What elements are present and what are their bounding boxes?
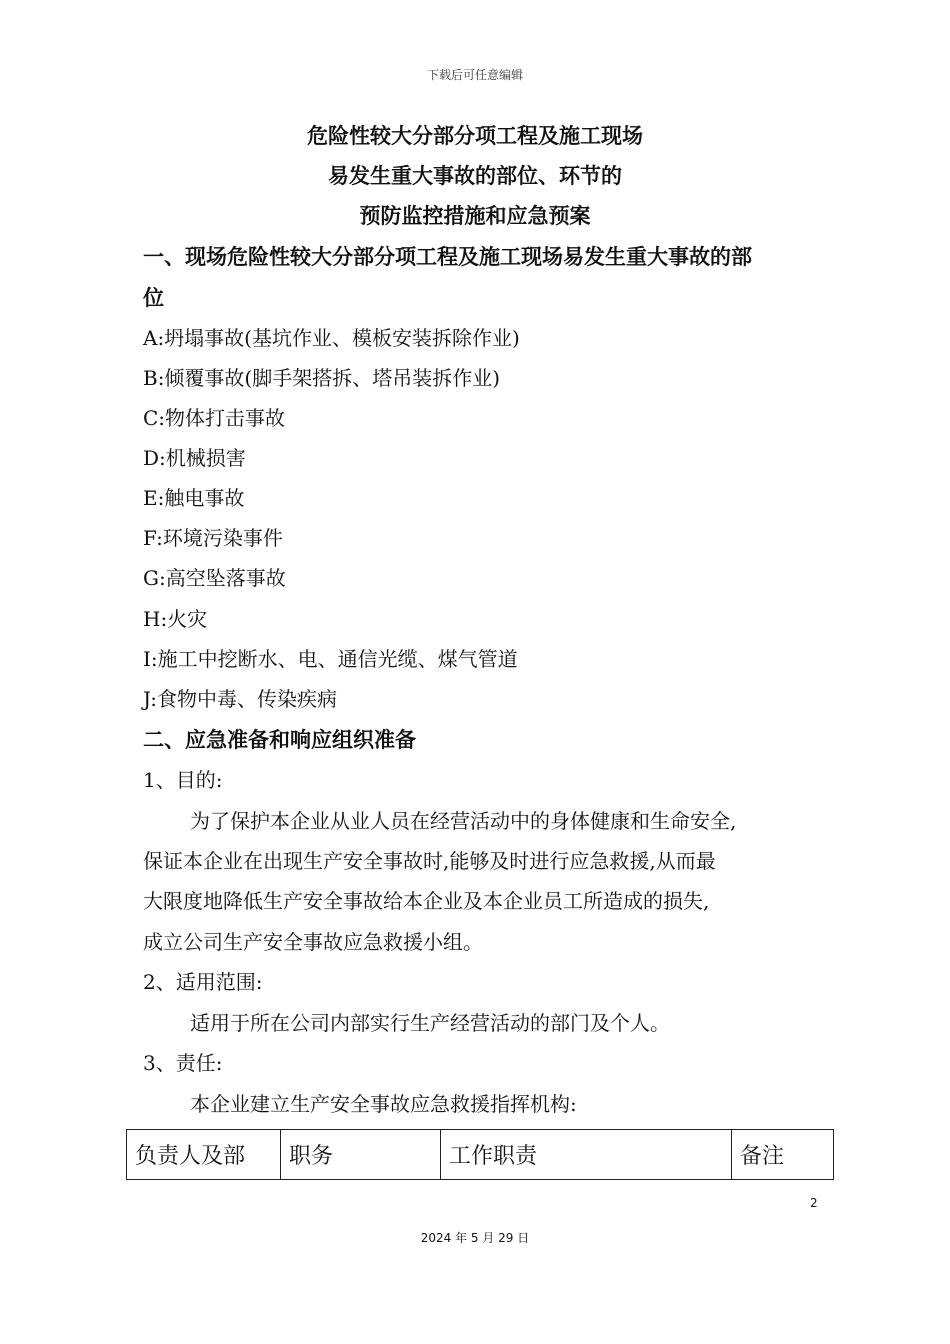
table-header-cell: 负责人及部	[127, 1130, 281, 1180]
purpose-text-line-2: 保证本企业在出现生产安全事故时,能够及时进行应急救援,从而最	[143, 849, 716, 873]
purpose-text-line-1: 为了保护本企业从业人员在经营活动中的身体健康和生命安全,	[190, 809, 737, 833]
hazard-item-i: I:施工中挖断水、电、通信光缆、煤气管道	[143, 647, 518, 671]
hazard-item-c: C:物体打击事故	[143, 406, 286, 430]
document-title-line-1: 危险性较大分部分项工程及施工现场	[307, 124, 643, 148]
purpose-text-line-4: 成立公司生产安全事故应急救援小组。	[143, 930, 483, 954]
responsibility-title: 3、责任:	[143, 1051, 223, 1075]
section-2-heading: 二、应急准备和响应组织准备	[143, 728, 416, 752]
table-header-cell: 职务	[281, 1130, 441, 1180]
purpose-text-line-3: 大限度地降低生产安全事故给本企业及本企业员工所造成的损失,	[143, 889, 710, 913]
scope-text: 适用于所在公司内部实行生产经营活动的部门及个人。	[190, 1011, 670, 1035]
hazard-item-j: J:食物中毒、传染疾病	[143, 687, 337, 711]
page-header: 下载后可任意编辑	[426, 68, 523, 82]
section-1-heading-cont: 位	[143, 286, 164, 310]
section-1-heading: 一、现场危险性较大分部分项工程及施工现场易发生重大事故的部	[143, 245, 752, 269]
scope-title: 2、适用范围:	[143, 970, 263, 994]
hazard-item-g: G:高空坠落事故	[143, 566, 286, 590]
hazard-item-h: H:火灾	[143, 607, 208, 631]
command-structure-table	[126, 1129, 834, 1180]
page-number: 2	[810, 1196, 818, 1210]
document-title-line-3: 预防监控措施和应急预案	[359, 204, 591, 228]
table-header-cell: 工作职责	[441, 1130, 732, 1180]
hazard-item-b: B:倾覆事故(脚手架搭拆、塔吊装拆作业)	[143, 366, 501, 390]
hazard-item-e: E:触电事故	[143, 486, 245, 510]
hazard-item-f: F:环境污染事件	[143, 526, 283, 550]
document-title-line-2: 易发生重大事故的部位、环节的	[328, 164, 622, 188]
hazard-item-a: A:坍塌事故(基坑作业、模板安装拆除作业)	[143, 326, 520, 350]
page-footer-date: 2024 年 5 月 29 日	[420, 1231, 530, 1245]
purpose-title: 1、目的:	[143, 768, 223, 792]
responsibility-text: 本企业建立生产安全事故应急救援指挥机构:	[190, 1092, 577, 1116]
table-header-cell: 备注	[732, 1130, 834, 1180]
hazard-item-d: D:机械损害	[143, 446, 246, 470]
table-header-row	[127, 1130, 834, 1180]
